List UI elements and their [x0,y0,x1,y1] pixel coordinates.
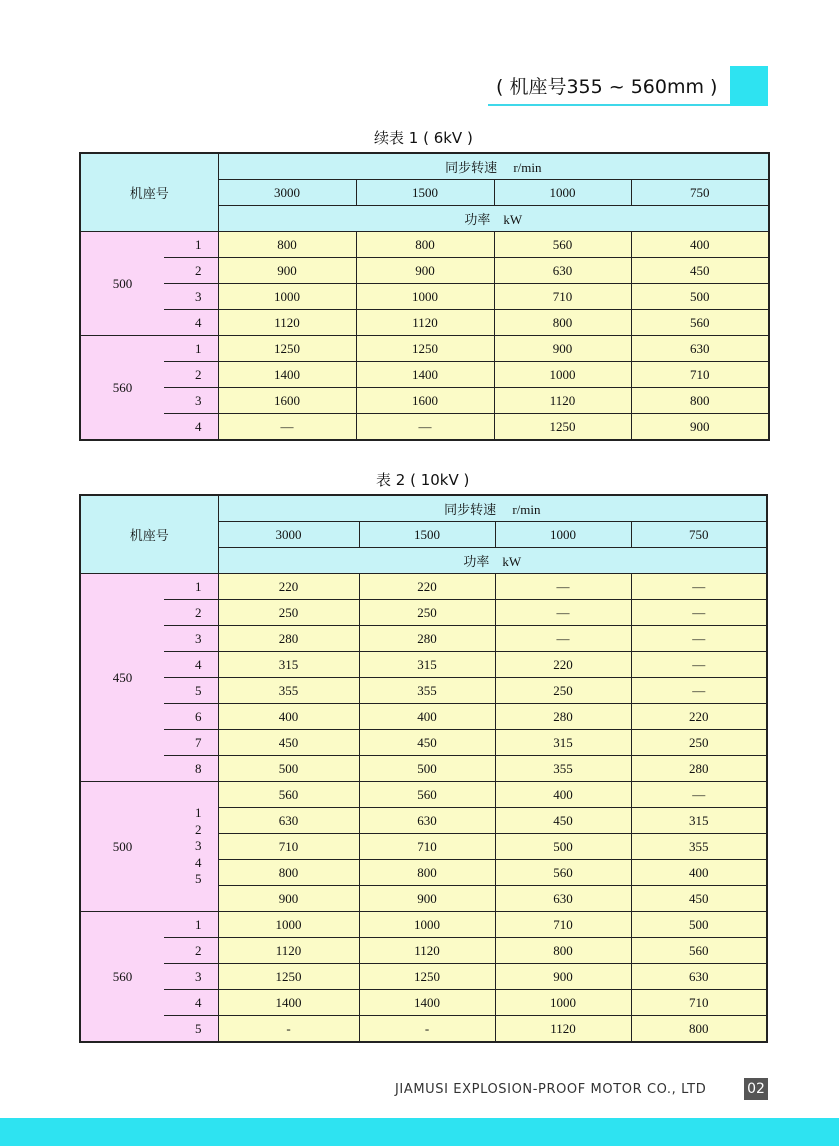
variant-number: 1 [195,805,202,821]
table-row [80,912,767,938]
table1-speed-1000: 1000 [494,180,631,206]
variant-number: 2 [164,258,218,284]
table1-cell: 900 [494,336,631,362]
table2-cell: 1120 [495,1016,631,1043]
table2-cell: 450 [495,808,631,834]
title-underline [488,104,730,106]
table-row [80,362,769,388]
table1-speed-1500: 1500 [356,180,494,206]
table2-cell: 500 [218,756,359,782]
table2-cell: — [631,574,767,600]
table2-seat-header: 机座号 [80,495,218,574]
variant-number: 1 [164,912,218,938]
variant-number-stack [164,782,218,912]
table1-cell: 450 [631,258,769,284]
variant-number: 4 [164,652,218,678]
seat-size-cell: 500 [80,782,164,912]
table2-cell: 400 [218,704,359,730]
variant-number: 4 [164,310,218,336]
table-row [80,704,767,730]
variant-number: 4 [164,990,218,1016]
variant-number: 2 [164,600,218,626]
table2-cell: 250 [218,600,359,626]
table1-cell: 500 [631,284,769,310]
table-row [80,652,767,678]
table2-cell: 355 [218,678,359,704]
table1-cell: 630 [494,258,631,284]
table-row [80,990,767,1016]
table1-cell: 800 [494,310,631,336]
table2-cell: 1400 [218,990,359,1016]
table1-cell: 1250 [494,414,631,441]
table2-cell: 1250 [359,964,495,990]
table2-cell: 800 [631,1016,767,1043]
table2-cell: — [631,626,767,652]
table2-speed-1000: 1000 [495,522,631,548]
table1-cell: 1250 [356,336,494,362]
table2-speed-1500: 1500 [359,522,495,548]
table2-speed-3000: 3000 [218,522,359,548]
table2-cell: 900 [495,964,631,990]
table2-cell: 400 [359,704,495,730]
table1-cell: 900 [631,414,769,441]
table1-cell: 1250 [218,336,356,362]
variant-number: 3 [164,626,218,652]
table2-cell: — [631,782,767,808]
table2-cell: 355 [631,834,767,860]
table2-cell: 250 [631,730,767,756]
table2-cell: 220 [495,652,631,678]
variant-number: 3 [195,838,202,854]
variant-number: 3 [164,284,218,310]
table1-speed-header: 同步转速 r/min [218,153,769,180]
table2-cell: 800 [359,860,495,886]
table2-cell: 630 [359,808,495,834]
table2-cell: 710 [359,834,495,860]
table2-cell: 315 [631,808,767,834]
table2-cell: 1000 [495,990,631,1016]
table1-cell: 1000 [218,284,356,310]
table1-seat-header: 机座号 [80,153,218,232]
table2-cell: — [631,678,767,704]
variant-numbers [195,805,202,888]
variant-number: 3 [164,388,218,414]
table2-cell: — [495,600,631,626]
table1-cell: — [356,414,494,441]
table-row [80,964,767,990]
table2-cell: 710 [218,834,359,860]
variant-number: 2 [164,938,218,964]
table1-cell: 710 [631,362,769,388]
table1-cell: 560 [494,232,631,258]
table1-cell: 400 [631,232,769,258]
page-title: ( 机座号355 ~ 560mm ) [496,76,718,98]
variant-number: 5 [164,1016,218,1043]
table2-cell: 450 [631,886,767,912]
table2-cell: 800 [218,860,359,886]
table1-cell: 1120 [218,310,356,336]
table-row [80,1016,767,1043]
table1-cell: 1000 [494,362,631,388]
table2-cell: 900 [218,886,359,912]
table2-cell: 220 [631,704,767,730]
table-row [80,730,767,756]
table1-cell: 800 [356,232,494,258]
table1-cell: 900 [356,258,494,284]
table2-cell: 280 [495,704,631,730]
table1-speed-3000: 3000 [218,180,356,206]
table-row [80,310,769,336]
table2-cell: 1120 [218,938,359,964]
variant-number: 1 [164,336,218,362]
table-row [80,336,769,362]
variant-number: 3 [164,964,218,990]
table1-power-header: 功率 kW [218,206,769,232]
table2-cell: — [631,600,767,626]
table2-cell: 1250 [218,964,359,990]
table1-cell: 800 [218,232,356,258]
table2-cell: 400 [631,860,767,886]
table2-caption: 表 2 ( 10kV ) [376,471,470,489]
variant-number: 5 [195,871,202,887]
table2-cell: 560 [218,782,359,808]
seat-size-cell: 500 [80,232,164,336]
table-row [80,388,769,414]
table2-cell: 1400 [359,990,495,1016]
company-name: JIAMUSI EXPLOSION-PROOF MOTOR CO., LTD [395,1082,707,1097]
table2 [79,494,768,1043]
table2-cell: 630 [495,886,631,912]
table2-cell: 280 [218,626,359,652]
table2-cell: 250 [495,678,631,704]
variant-number: 4 [195,854,202,870]
table-row [80,284,769,310]
variant-number: 7 [164,730,218,756]
table2-cell: 560 [359,782,495,808]
table1-cell: 1120 [494,388,631,414]
table2-cell: 710 [631,990,767,1016]
table2-cell: 710 [495,912,631,938]
table2-cell: 220 [359,574,495,600]
table-row [80,232,769,258]
table1-cell: 1400 [356,362,494,388]
variant-number: 2 [164,362,218,388]
table-row [80,258,769,284]
variant-number: 8 [164,756,218,782]
table2-speed-header: 同步转速 r/min [218,495,767,522]
table2-cell: 500 [631,912,767,938]
table2-cell: 250 [359,600,495,626]
table-row [80,756,767,782]
table2-cell: 900 [359,886,495,912]
table2-cell: 500 [495,834,631,860]
table1-cell: 1400 [218,362,356,388]
table2-power-header: 功率 kW [218,548,767,574]
table2-cell: 800 [495,938,631,964]
variant-number: 2 [195,821,202,837]
table1-cell: 1120 [356,310,494,336]
table2-cell: 1000 [359,912,495,938]
table1-cell: — [218,414,356,441]
table2-cell: 630 [631,964,767,990]
page-number: 02 [744,1078,768,1100]
table2-cell: — [495,574,631,600]
table2-cell: 400 [495,782,631,808]
table2-cell: - [218,1016,359,1043]
table1 [79,152,770,441]
table2-cell: 355 [495,756,631,782]
table2-cell: — [495,626,631,652]
table2-cell: 450 [218,730,359,756]
table-row [80,574,767,600]
table-row [80,414,769,441]
table-row [80,600,767,626]
table2-cell: 450 [359,730,495,756]
variant-number: 6 [164,704,218,730]
table-row [80,678,767,704]
table2-cell: 280 [359,626,495,652]
table1-cell: 800 [631,388,769,414]
table2-cell: 560 [495,860,631,886]
footer-bar [0,1118,839,1146]
table2-cell: 315 [359,652,495,678]
table2-cell: 630 [218,808,359,834]
table2-cell: 220 [218,574,359,600]
seat-size-cell: 560 [80,912,164,1043]
variant-number: 1 [164,232,218,258]
table1-cell: 900 [218,258,356,284]
table2-cell: 280 [631,756,767,782]
table1-cell: 710 [494,284,631,310]
table2-cell: — [631,652,767,678]
table2-speed-750: 750 [631,522,767,548]
table1-cell: 1000 [356,284,494,310]
table2-cell: 560 [631,938,767,964]
table-row [80,938,767,964]
table2-cell: 315 [495,730,631,756]
seat-size-cell: 450 [80,574,164,782]
table1-cell: 630 [631,336,769,362]
table-row [80,782,767,808]
table2-cell: 1120 [359,938,495,964]
table2-cell: 315 [218,652,359,678]
table2-cell: 1000 [218,912,359,938]
variant-number: 4 [164,414,218,441]
table2-cell: - [359,1016,495,1043]
variant-number: 5 [164,678,218,704]
title-accent-block [730,66,768,106]
table2-cell: 500 [359,756,495,782]
table2-cell: 355 [359,678,495,704]
table1-cell: 1600 [218,388,356,414]
seat-size-cell: 560 [80,336,164,441]
table-row [80,626,767,652]
table1-cell: 1600 [356,388,494,414]
table1-caption: 续表 1 ( 6kV ) [374,129,473,147]
table1-speed-750: 750 [631,180,769,206]
table1-cell: 560 [631,310,769,336]
variant-number: 1 [164,574,218,600]
